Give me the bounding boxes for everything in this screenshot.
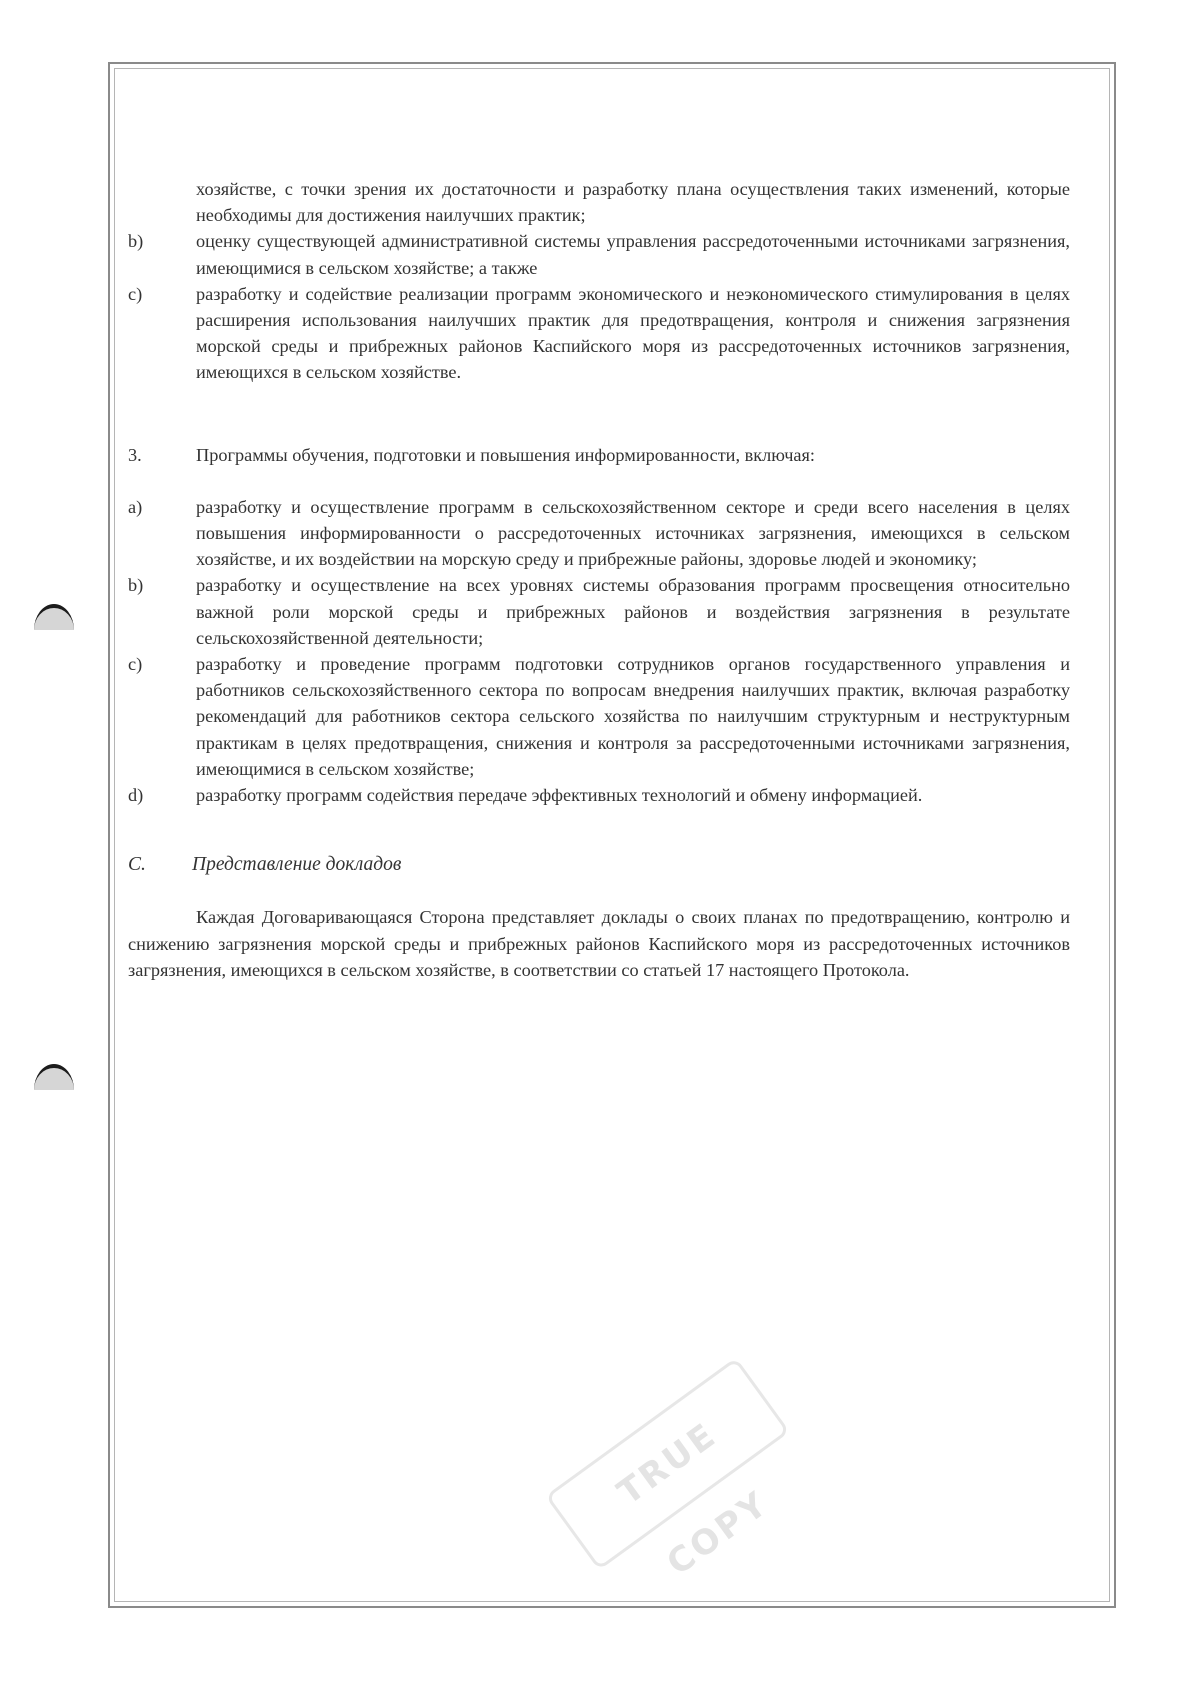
list-item-d-3 xyxy=(128,782,1070,808)
list-item-c-3 xyxy=(128,651,1070,782)
section-c-heading xyxy=(128,852,1070,878)
closing-paragraph: Каждая Договаривающаяся Сторона представляет доклады о своих планах по предотвращению, контролю и снижению загрязнения морской среды и прибрежных районов Каспийского моря из рассредоточенных источников загрязнения, имеющихся в сельском хозяйстве, в соответствии со статьей 17 настоящего Протокола. xyxy=(128,907,1070,980)
section-number: 3. xyxy=(128,444,142,465)
list-item-text: разработку и осуществление программ в сельскохозяйственном секторе и среди всего населения в целях повышения информированности о рассредоточенных источниках загрязнения, имеющихся в сельском хозяйстве, и их воздействии на морскую среду и прибрежные районы, здоровье людей и экономику; xyxy=(196,496,1070,570)
section-title: Представление докладов xyxy=(192,854,402,876)
section-3-heading xyxy=(128,442,1070,468)
list-marker: c) xyxy=(128,283,143,304)
intro-continuation xyxy=(128,176,1070,228)
list-marker: a) xyxy=(128,496,143,517)
punch-hole-bottom xyxy=(34,1064,74,1090)
section-3-text: Программы обучения, подготовки и повышения информированности, включая: xyxy=(196,444,815,465)
list-marker: d) xyxy=(128,785,144,806)
true-copy-stamp: TRUE COPY xyxy=(545,1357,790,1570)
list-item-text: разработку программ содействия передаче эффективных технологий и обмену информацией. xyxy=(196,785,923,806)
intro-text: хозяйстве, с точки зрения их достаточности и разработку плана осуществления таких изменений, которые необходимы для достижения наилучших практик; xyxy=(196,179,1070,226)
list-marker: c) xyxy=(128,654,143,675)
punch-hole-top xyxy=(34,604,74,630)
list-item-text: оценку существующей административной системы управления рассредоточенными источниками загрязнения, имеющимися в сельском хозяйстве; а также xyxy=(196,231,1070,278)
list-item-a-3 xyxy=(128,494,1070,573)
section-letter: C. xyxy=(128,854,146,876)
list-marker: b) xyxy=(128,231,144,252)
list-item-text: разработку и осуществление на всех уровнях системы образования программ просвещения относительно важной роли морской среды и прибрежных районов и воздействия загрязнения в результате сельскохозяйственной деятельности; xyxy=(196,575,1070,648)
list-item-b-3 xyxy=(128,572,1070,651)
list-marker: b) xyxy=(128,575,144,596)
list-item-b-1 xyxy=(128,228,1070,280)
list-item-c-1 xyxy=(128,281,1070,386)
document-body xyxy=(128,176,1070,983)
list-item-text: разработку и содействие реализации программ экономического и неэкономического стимулирования в целях расширения использования наилучших практик для предотвращения, контроля и снижения загрязнения морской среды и прибрежных районов Каспийского моря из рассредоточенных источников загрязнения, имеющихся в сельском хозяйстве. xyxy=(196,283,1070,383)
list-item-text: разработку и проведение программ подготовки сотрудников органов государственного управления и работников сельскохозяйственного сектора по вопросам внедрения наилучших практик, включая разработку рекомендаций для работников сектора сельского хозяйства по наилучшим структурным и неструктурным практикам в целях предотвращения, снижения и контроля за рассредоточенными источниками загрязнения, имеющимися в сельском хозяйстве; xyxy=(196,654,1070,779)
